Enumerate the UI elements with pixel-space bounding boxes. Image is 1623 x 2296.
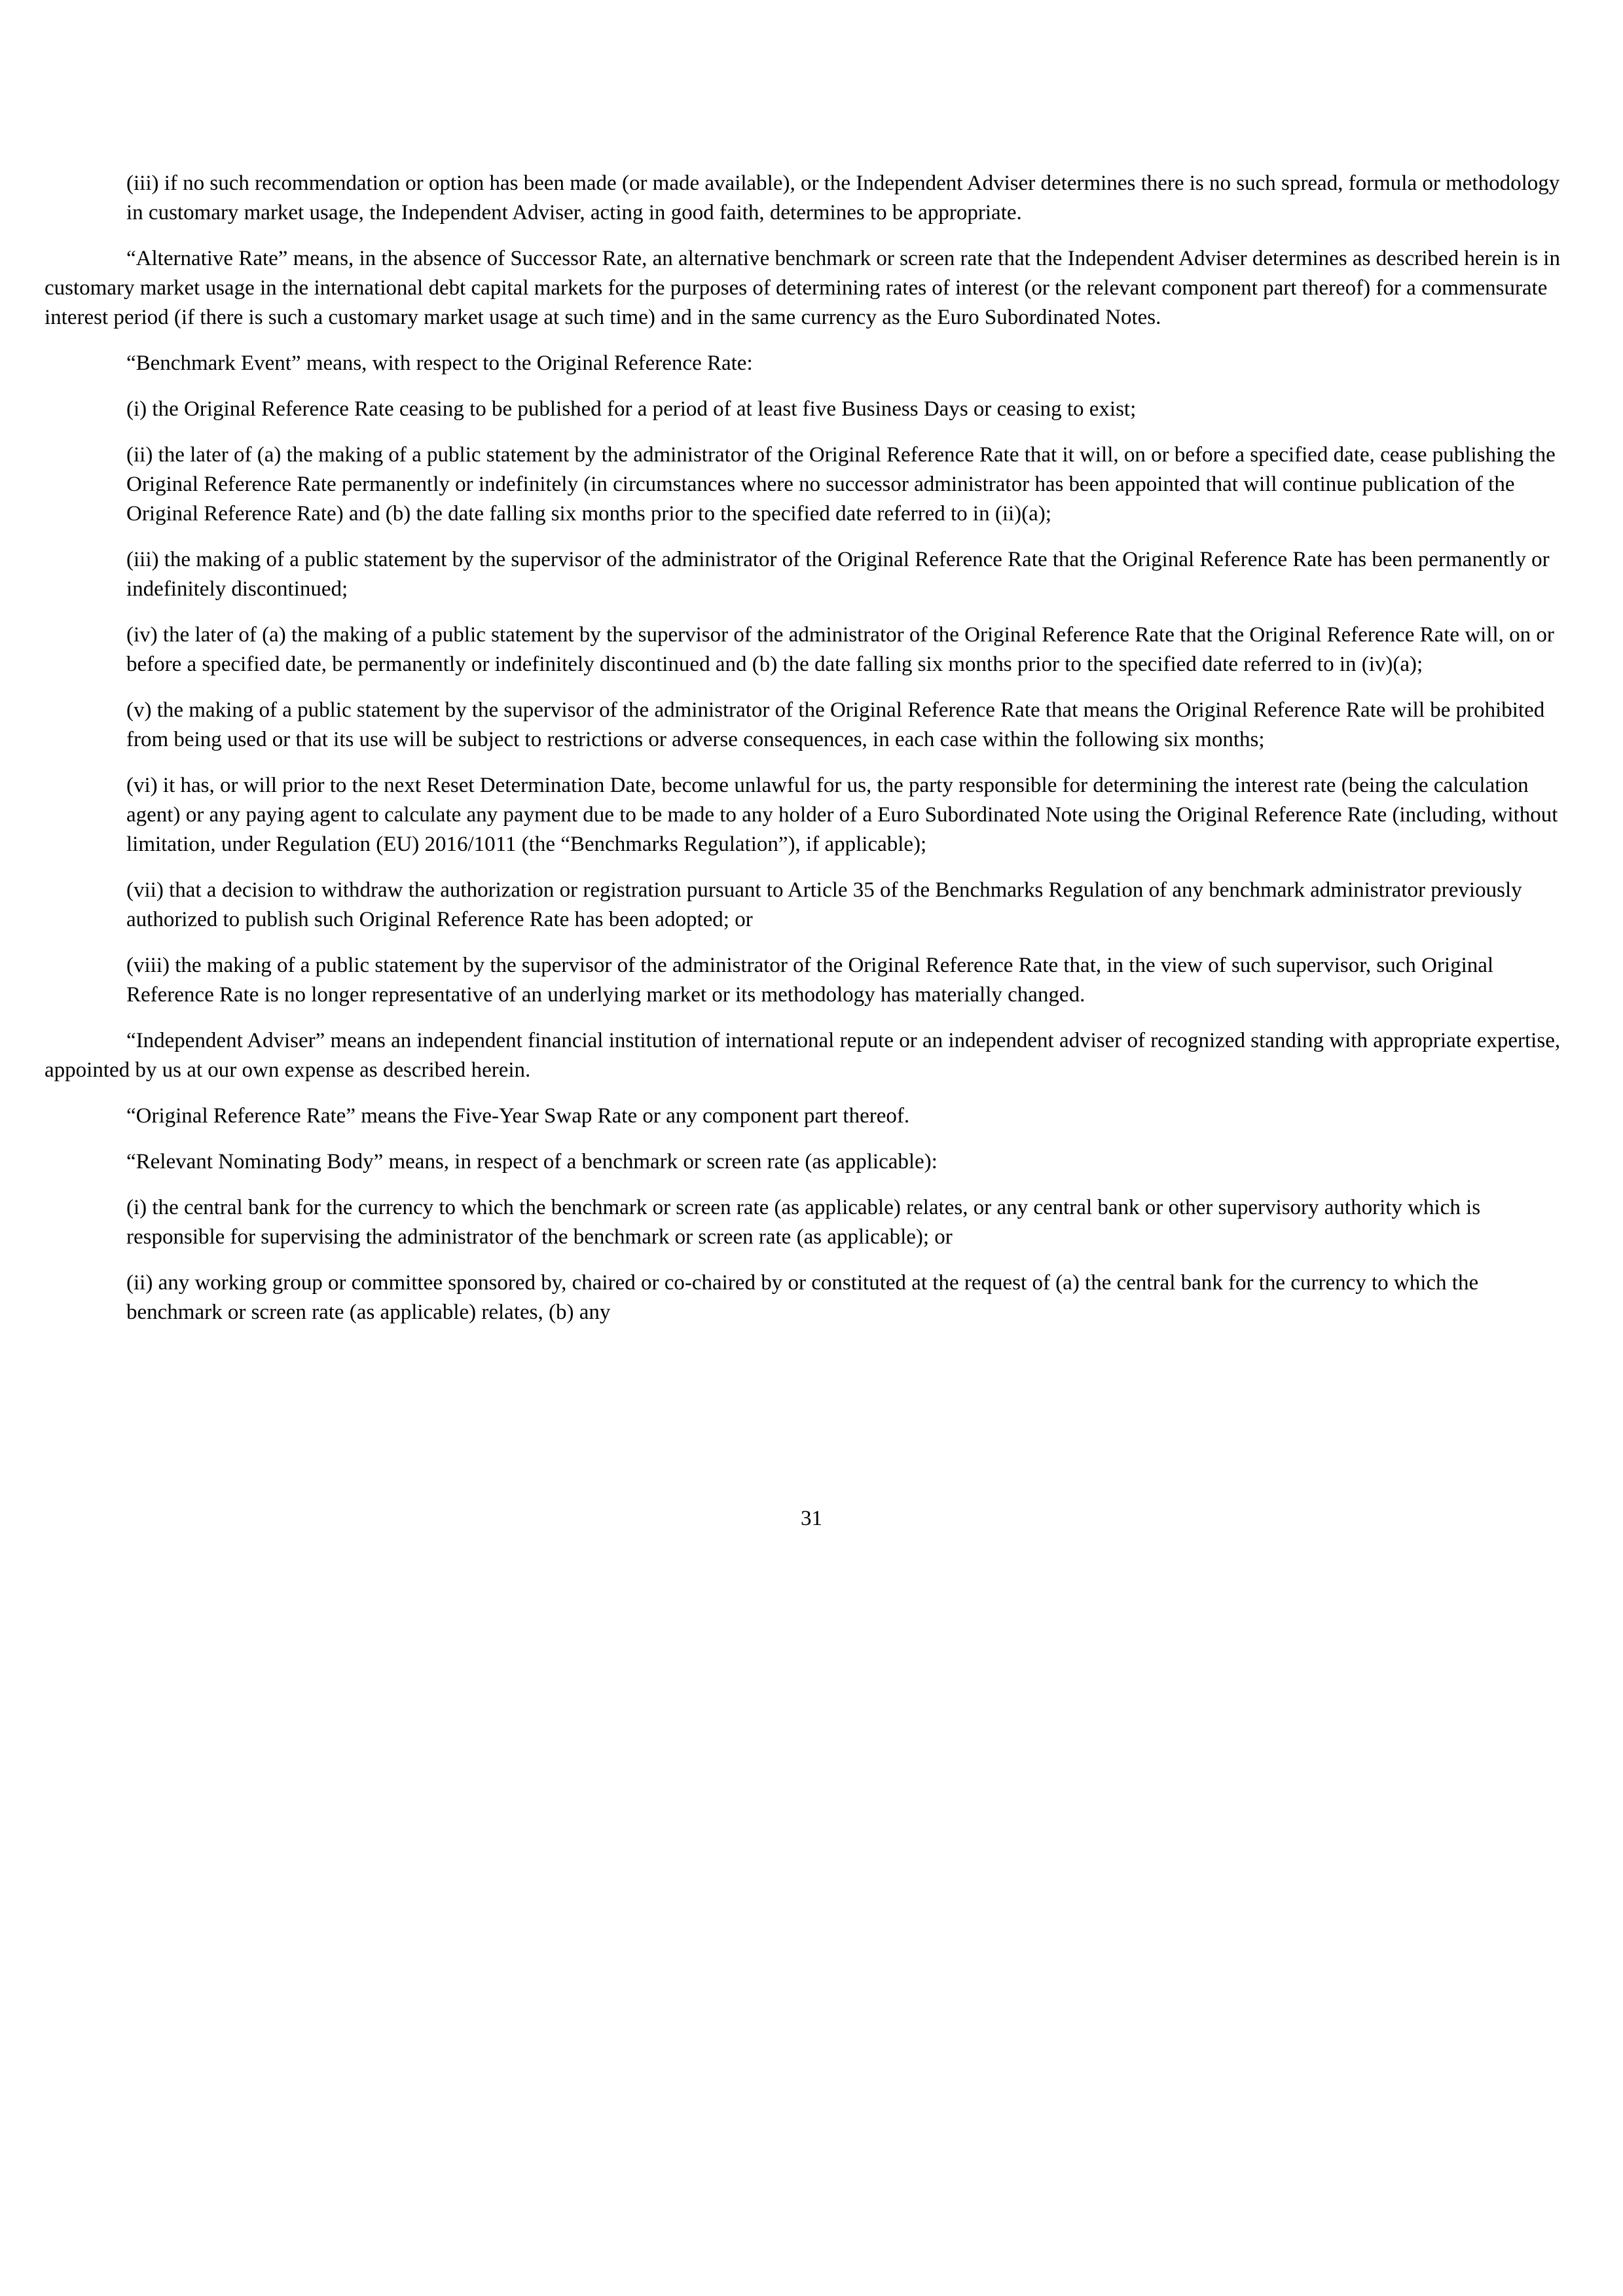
paragraph-benchmark-event-iv: (iv) the later of (a) the making of a public statement by the supervisor of the administrator of the Original Reference Rate that the Original Reference Rate will, on or before a specified date, be permanently or indefinitely discontinued and (b) the date falling six months prior to the specified date referred to in (iv)(a);	[126, 623, 1554, 676]
paragraph-nominating-body-i: (i) the central bank for the currency to which the benchmark or screen rate (as applicable) relates, or any central bank or other supervisory authority which is responsible for supervising the administrator of the benchmark or screen rate (as applicable); or	[126, 1196, 1481, 1249]
paragraph-independent-adviser-definition: “Independent Adviser” means an independent financial institution of international repute or an independent adviser of recognized standing with appropriate expertise, appointed by us at our own expense as described herein.	[45, 1029, 1561, 1082]
document-body	[45, 169, 1570, 1344]
paragraph-benchmark-event-viii: (viii) the making of a public statement by the supervisor of the administrator of the Original Reference Rate that, in the view of such supervisor, such Original Reference Rate is no longer representative of an underlying market or its methodology has materially changed.	[126, 954, 1494, 1007]
paragraph-relevant-nominating-body-definition: “Relevant Nominating Body” means, in respect of a benchmark or screen rate (as applicable):	[126, 1150, 938, 1174]
paragraph-benchmark-event-vi: (vi) it has, or will prior to the next Reset Determination Date, become unlawful for us, the party responsible for determining the interest rate (being the calculation agent) or any paying agent to calculate any payment due to be made to any holder of a Euro Subordinated Note using the Original Reference Rate (including, without limitation, under Regulation (EU) 2016/1011 (the “Benchmarks Regulation”), if applicable);	[126, 774, 1558, 856]
page-number: 31	[801, 1507, 822, 1530]
paragraph-original-reference-rate-definition: “Original Reference Rate” means the Five-Year Swap Rate or any component part thereof.	[126, 1104, 910, 1128]
paragraph-benchmark-event-definition: “Benchmark Event” means, with respect to the Original Reference Rate:	[126, 351, 753, 375]
paragraph-benchmark-event-v: (v) the making of a public statement by the supervisor of the administrator of the Original Reference Rate that means the Original Reference Rate will be prohibited from being used or that its use will be subject to restrictions or adverse consequences, in each case within the following six months;	[126, 698, 1545, 751]
paragraph-iii-recommendation: (iii) if no such recommendation or option has been made (or made available), or the Independent Adviser determines there is no such spread, formula or methodology in customary market usage, the Independent Adviser, acting in good faith, determines to be appropriate.	[126, 171, 1560, 224]
paragraph-benchmark-event-i: (i) the Original Reference Rate ceasing to be published for a period of at least five Business Days or ceasing to exist;	[126, 397, 1137, 421]
paragraph-benchmark-event-vii: (vii) that a decision to withdraw the authorization or registration pursuant to Article 35 of the Benchmarks Regulation of any benchmark administrator previously authorized to publish such Original Reference Rate has been adopted; or	[126, 878, 1522, 931]
paragraph-benchmark-event-ii: (ii) the later of (a) the making of a public statement by the administrator of the Original Reference Rate that it will, on or before a specified date, cease publishing the Original Reference Rate permanently or indefinitely (in circumstances where no successor administrator has been appointed that will continue publication of the Original Reference Rate) and (b) the date falling six months prior to the specified date referred to in (ii)(a);	[126, 443, 1556, 526]
paragraph-benchmark-event-iii: (iii) the making of a public statement by the supervisor of the administrator of the Original Reference Rate that the Original Reference Rate has been permanently or indefinitely discontinued;	[126, 548, 1550, 601]
paragraph-alternative-rate-definition: “Alternative Rate” means, in the absence of Successor Rate, an alternative benchmark or screen rate that the Independent Adviser determines as described herein is in customary market usage in the international debt capital markets for the purposes of determining rates of interest (or the relevant component part thereof) for a commensurate interest period (if there is such a customary market usage at such time) and in the same currency as the Euro Subordinated Notes.	[45, 247, 1560, 329]
paragraph-nominating-body-ii: (ii) any working group or committee sponsored by, chaired or co-chaired by or constituted at the request of (a) the central bank for the currency to which the benchmark or screen rate (as applicable) relates, (b) any	[126, 1271, 1479, 1324]
